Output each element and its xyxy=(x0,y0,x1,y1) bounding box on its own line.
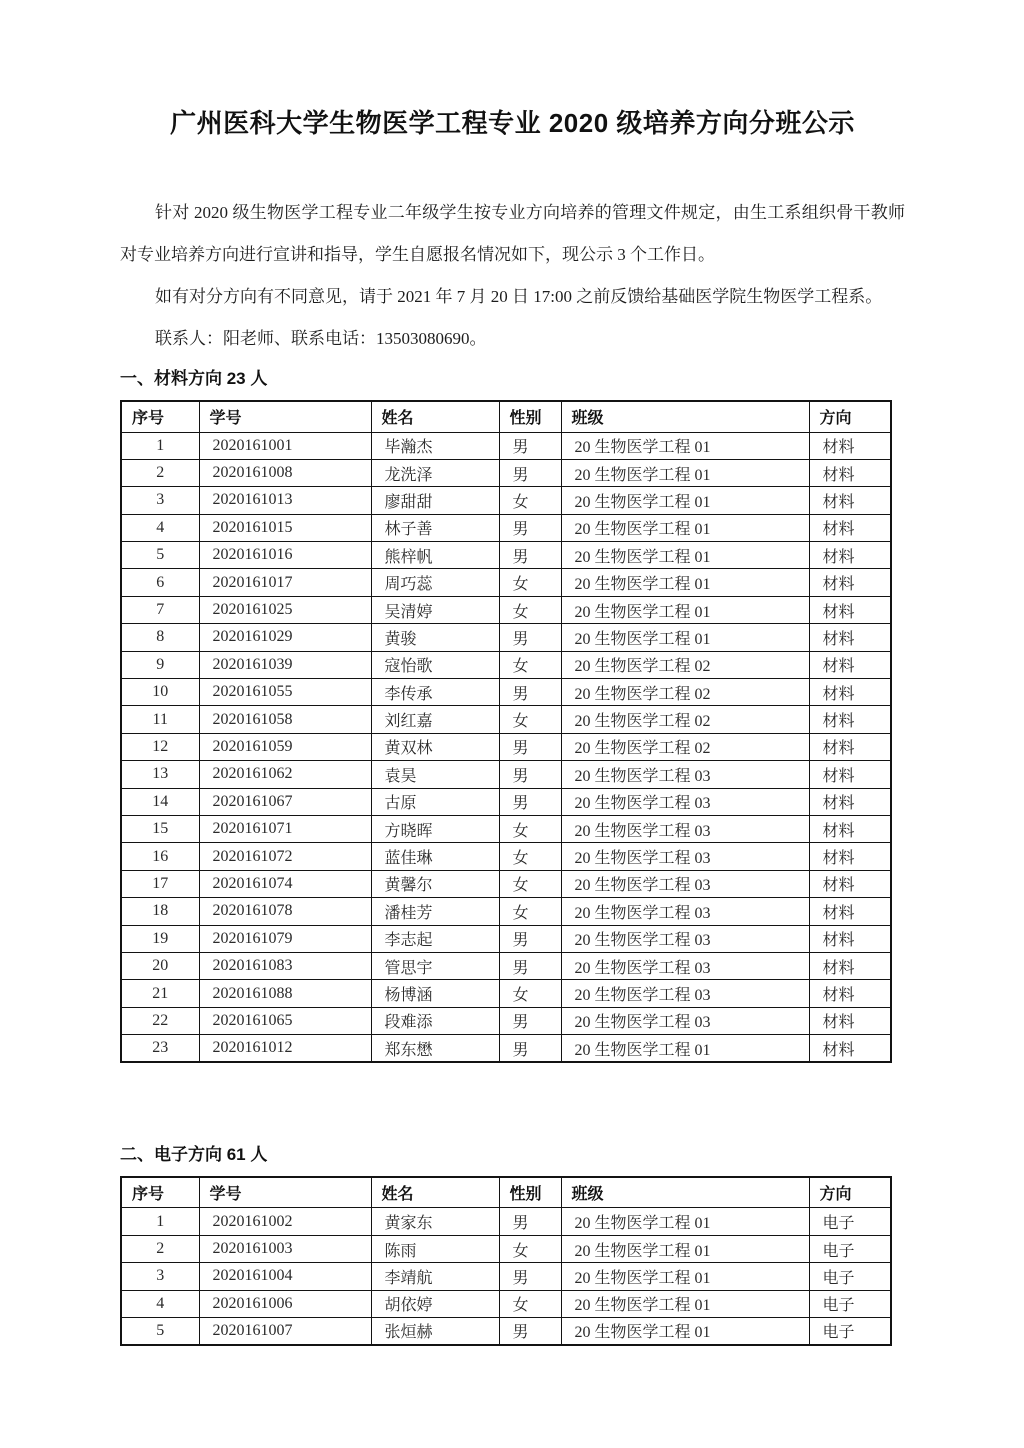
student-id-cell: 2020161088 xyxy=(199,980,371,1007)
student-id-cell: 2020161065 xyxy=(199,1007,371,1034)
document-title: 广州医科大学生物医学工程专业 2020 级培养方向分班公示 xyxy=(170,108,855,138)
student-id-cell: 2020161055 xyxy=(199,679,371,706)
student-id-cell: 2020161003 xyxy=(199,1235,371,1262)
table-row xyxy=(121,1035,891,1062)
direction-cell: 材料 xyxy=(809,487,891,514)
index-cell: 10 xyxy=(121,679,199,706)
index-cell: 3 xyxy=(121,487,199,514)
name-cell: 寇怡歌 xyxy=(371,651,499,678)
student-id-column-header: 学号 xyxy=(199,1177,371,1208)
direction-cell: 电子 xyxy=(809,1208,891,1235)
name-cell: 蓝佳琳 xyxy=(371,843,499,870)
index-cell: 4 xyxy=(121,514,199,541)
gender-cell: 女 xyxy=(499,980,561,1007)
section-heading-materials: 一、材料方向 23 人 xyxy=(120,369,268,388)
table-row xyxy=(121,788,891,815)
name-cell: 管思宇 xyxy=(371,952,499,979)
direction-cell: 材料 xyxy=(809,514,891,541)
name-cell: 吴清婷 xyxy=(371,596,499,623)
header-row xyxy=(121,401,891,432)
class-cell: 20 生物医学工程 03 xyxy=(561,843,809,870)
materials-direction-table xyxy=(120,400,892,1063)
gender-cell: 男 xyxy=(499,459,561,486)
direction-column-header: 方向 xyxy=(809,401,891,432)
class-cell: 20 生物医学工程 03 xyxy=(561,870,809,897)
direction-cell: 材料 xyxy=(809,569,891,596)
index-cell: 9 xyxy=(121,651,199,678)
direction-column-header: 方向 xyxy=(809,1177,891,1208)
index-cell: 13 xyxy=(121,761,199,788)
table-row xyxy=(121,925,891,952)
class-cell: 20 生物医学工程 01 xyxy=(561,487,809,514)
table-row xyxy=(121,624,891,651)
section-heading-electronics: 二、电子方向 61 人 xyxy=(120,1144,268,1164)
gender-cell: 男 xyxy=(499,432,561,459)
gender-cell: 男 xyxy=(499,514,561,541)
paragraph-policy-intro: 针对 2020 级生物医学工程专业二年级学生按专业方向培养的管理文件规定，由生工系组织骨干教师对专业培养方向进行宣讲和指导，学生自愿报名情况如下，现公示 3 个工作日。 xyxy=(120,203,905,264)
name-column-header: 姓名 xyxy=(371,401,499,432)
index-cell: 2 xyxy=(121,459,199,486)
student-id-cell: 2020161008 xyxy=(199,459,371,486)
name-cell: 李靖航 xyxy=(371,1263,499,1290)
student-id-cell: 2020161025 xyxy=(199,596,371,623)
class-cell: 20 生物医学工程 01 xyxy=(561,1035,809,1062)
class-cell: 20 生物医学工程 03 xyxy=(561,815,809,842)
direction-cell: 材料 xyxy=(809,432,891,459)
index-cell: 6 xyxy=(121,569,199,596)
student-id-cell: 2020161072 xyxy=(199,843,371,870)
index-column-header: 序号 xyxy=(121,401,199,432)
index-cell: 16 xyxy=(121,843,199,870)
class-cell: 20 生物医学工程 01 xyxy=(561,1318,809,1345)
gender-cell: 男 xyxy=(499,624,561,651)
index-cell: 2 xyxy=(121,1235,199,1262)
gender-cell: 女 xyxy=(499,815,561,842)
direction-cell: 材料 xyxy=(809,459,891,486)
direction-cell: 材料 xyxy=(809,870,891,897)
name-cell: 杨博涵 xyxy=(371,980,499,1007)
student-id-cell: 2020161006 xyxy=(199,1290,371,1317)
paragraph-contact-info: 联系人：阳老师、联系电话：13503080690。 xyxy=(155,329,487,348)
direction-cell: 材料 xyxy=(809,925,891,952)
table-body xyxy=(121,432,891,1062)
class-cell: 20 生物医学工程 03 xyxy=(561,980,809,1007)
gender-cell: 女 xyxy=(499,898,561,925)
student-id-cell: 2020161016 xyxy=(199,542,371,569)
student-id-cell: 2020161071 xyxy=(199,815,371,842)
class-column-header: 班级 xyxy=(561,1177,809,1208)
table-row xyxy=(121,761,891,788)
class-cell: 20 生物医学工程 03 xyxy=(561,952,809,979)
class-cell: 20 生物医学工程 01 xyxy=(561,1263,809,1290)
student-id-cell: 2020161078 xyxy=(199,898,371,925)
class-cell: 20 生物医学工程 01 xyxy=(561,514,809,541)
class-cell: 20 生物医学工程 01 xyxy=(561,542,809,569)
table-row xyxy=(121,651,891,678)
direction-cell: 材料 xyxy=(809,980,891,1007)
student-id-cell: 2020161007 xyxy=(199,1318,371,1345)
direction-cell: 材料 xyxy=(809,706,891,733)
direction-cell: 电子 xyxy=(809,1290,891,1317)
gender-cell: 男 xyxy=(499,1263,561,1290)
table-row xyxy=(121,952,891,979)
direction-cell: 材料 xyxy=(809,733,891,760)
direction-cell: 材料 xyxy=(809,624,891,651)
student-id-cell: 2020161012 xyxy=(199,1035,371,1062)
index-cell: 11 xyxy=(121,706,199,733)
index-cell: 21 xyxy=(121,980,199,1007)
class-cell: 20 生物医学工程 01 xyxy=(561,596,809,623)
name-cell: 李传承 xyxy=(371,679,499,706)
table-row xyxy=(121,870,891,897)
index-cell: 1 xyxy=(121,432,199,459)
index-cell: 18 xyxy=(121,898,199,925)
table-row xyxy=(121,706,891,733)
class-cell: 20 生物医学工程 01 xyxy=(561,1290,809,1317)
student-id-cell: 2020161074 xyxy=(199,870,371,897)
name-cell: 袁昊 xyxy=(371,761,499,788)
table-row xyxy=(121,980,891,1007)
gender-cell: 女 xyxy=(499,487,561,514)
name-cell: 毕瀚杰 xyxy=(371,432,499,459)
table-row xyxy=(121,459,891,486)
gender-cell: 女 xyxy=(499,569,561,596)
student-id-cell: 2020161058 xyxy=(199,706,371,733)
direction-cell: 材料 xyxy=(809,651,891,678)
table-row xyxy=(121,1263,891,1290)
student-id-cell: 2020161013 xyxy=(199,487,371,514)
direction-cell: 电子 xyxy=(809,1263,891,1290)
index-cell: 19 xyxy=(121,925,199,952)
name-cell: 林子善 xyxy=(371,514,499,541)
index-cell: 7 xyxy=(121,596,199,623)
name-cell: 郑东懋 xyxy=(371,1035,499,1062)
gender-cell: 女 xyxy=(499,706,561,733)
class-column-header: 班级 xyxy=(561,401,809,432)
table-row xyxy=(121,815,891,842)
class-cell: 20 生物医学工程 02 xyxy=(561,651,809,678)
table-row xyxy=(121,843,891,870)
class-cell: 20 生物医学工程 01 xyxy=(561,1235,809,1262)
gender-cell: 男 xyxy=(499,679,561,706)
gender-cell: 男 xyxy=(499,952,561,979)
gender-cell: 男 xyxy=(499,733,561,760)
gender-cell: 男 xyxy=(499,925,561,952)
class-cell: 20 生物医学工程 01 xyxy=(561,569,809,596)
student-id-cell: 2020161039 xyxy=(199,651,371,678)
direction-cell: 材料 xyxy=(809,788,891,815)
gender-cell: 女 xyxy=(499,596,561,623)
gender-cell: 女 xyxy=(499,870,561,897)
name-cell: 黄馨尔 xyxy=(371,870,499,897)
index-cell: 5 xyxy=(121,1318,199,1345)
table-row xyxy=(121,432,891,459)
direction-cell: 材料 xyxy=(809,815,891,842)
table-header-row xyxy=(121,1177,891,1208)
table-row xyxy=(121,679,891,706)
header-row xyxy=(121,1177,891,1208)
table-row xyxy=(121,596,891,623)
direction-cell: 电子 xyxy=(809,1235,891,1262)
table-row xyxy=(121,487,891,514)
index-cell: 17 xyxy=(121,870,199,897)
direction-cell: 材料 xyxy=(809,1035,891,1062)
table-row xyxy=(121,1318,891,1345)
gender-cell: 男 xyxy=(499,1007,561,1034)
class-cell: 20 生物医学工程 01 xyxy=(561,432,809,459)
gender-cell: 女 xyxy=(499,651,561,678)
student-id-cell: 2020161067 xyxy=(199,788,371,815)
name-cell: 古原 xyxy=(371,788,499,815)
class-cell: 20 生物医学工程 02 xyxy=(561,679,809,706)
table-row xyxy=(121,1007,891,1034)
direction-cell: 材料 xyxy=(809,596,891,623)
class-cell: 20 生物医学工程 01 xyxy=(561,1208,809,1235)
gender-column-header: 性别 xyxy=(499,1177,561,1208)
index-cell: 3 xyxy=(121,1263,199,1290)
student-id-cell: 2020161002 xyxy=(199,1208,371,1235)
gender-cell: 女 xyxy=(499,1290,561,1317)
index-cell: 22 xyxy=(121,1007,199,1034)
gender-cell: 男 xyxy=(499,1318,561,1345)
index-column-header: 序号 xyxy=(121,1177,199,1208)
table-row xyxy=(121,569,891,596)
name-cell: 李志起 xyxy=(371,925,499,952)
class-cell: 20 生物医学工程 03 xyxy=(561,898,809,925)
class-cell: 20 生物医学工程 03 xyxy=(561,761,809,788)
table-row xyxy=(121,1208,891,1235)
name-cell: 陈雨 xyxy=(371,1235,499,1262)
name-cell: 熊梓帆 xyxy=(371,542,499,569)
direction-cell: 材料 xyxy=(809,843,891,870)
table-body xyxy=(121,1208,891,1345)
table-row xyxy=(121,733,891,760)
class-cell: 20 生物医学工程 02 xyxy=(561,706,809,733)
index-cell: 20 xyxy=(121,952,199,979)
index-cell: 15 xyxy=(121,815,199,842)
class-cell: 20 生物医学工程 02 xyxy=(561,733,809,760)
index-cell: 12 xyxy=(121,733,199,760)
class-cell: 20 生物医学工程 01 xyxy=(561,624,809,651)
index-cell: 4 xyxy=(121,1290,199,1317)
name-cell: 胡依婷 xyxy=(371,1290,499,1317)
class-cell: 20 生物医学工程 03 xyxy=(561,925,809,952)
student-id-cell: 2020161001 xyxy=(199,432,371,459)
student-id-cell: 2020161079 xyxy=(199,925,371,952)
name-cell: 龙洗泽 xyxy=(371,459,499,486)
name-cell: 黄家东 xyxy=(371,1208,499,1235)
gender-cell: 女 xyxy=(499,1235,561,1262)
name-cell: 刘红嘉 xyxy=(371,706,499,733)
gender-cell: 男 xyxy=(499,788,561,815)
direction-cell: 电子 xyxy=(809,1318,891,1345)
direction-cell: 材料 xyxy=(809,898,891,925)
index-cell: 14 xyxy=(121,788,199,815)
student-id-column-header: 学号 xyxy=(199,401,371,432)
direction-cell: 材料 xyxy=(809,952,891,979)
index-cell: 8 xyxy=(121,624,199,651)
gender-cell: 男 xyxy=(499,1035,561,1062)
name-cell: 廖甜甜 xyxy=(371,487,499,514)
table-row xyxy=(121,514,891,541)
student-id-cell: 2020161083 xyxy=(199,952,371,979)
table-row xyxy=(121,1235,891,1262)
gender-column-header: 性别 xyxy=(499,401,561,432)
student-id-cell: 2020161062 xyxy=(199,761,371,788)
student-id-cell: 2020161015 xyxy=(199,514,371,541)
table-row xyxy=(121,898,891,925)
document-body xyxy=(120,192,905,360)
gender-cell: 男 xyxy=(499,542,561,569)
student-id-cell: 2020161059 xyxy=(199,733,371,760)
direction-cell: 材料 xyxy=(809,761,891,788)
direction-cell: 材料 xyxy=(809,1007,891,1034)
student-id-cell: 2020161017 xyxy=(199,569,371,596)
class-cell: 20 生物医学工程 03 xyxy=(561,1007,809,1034)
gender-cell: 女 xyxy=(499,843,561,870)
table-row xyxy=(121,1290,891,1317)
name-cell: 潘桂芳 xyxy=(371,898,499,925)
name-cell: 黄骏 xyxy=(371,624,499,651)
index-cell: 23 xyxy=(121,1035,199,1062)
name-cell: 段难添 xyxy=(371,1007,499,1034)
class-cell: 20 生物医学工程 03 xyxy=(561,788,809,815)
electronics-direction-table xyxy=(120,1176,892,1346)
direction-cell: 材料 xyxy=(809,542,891,569)
index-cell: 1 xyxy=(121,1208,199,1235)
name-cell: 方晓晖 xyxy=(371,815,499,842)
name-cell: 周巧蕊 xyxy=(371,569,499,596)
gender-cell: 男 xyxy=(499,1208,561,1235)
direction-cell: 材料 xyxy=(809,679,891,706)
name-column-header: 姓名 xyxy=(371,1177,499,1208)
name-cell: 黄双林 xyxy=(371,733,499,760)
table-row xyxy=(121,542,891,569)
gender-cell: 男 xyxy=(499,761,561,788)
paragraph-feedback-deadline: 如有对分方向有不同意见，请于 2021 年 7 月 20 日 17:00 之前反馈给基础医学院生物医学工程系。 xyxy=(155,287,883,306)
table-header-row xyxy=(121,401,891,432)
student-id-cell: 2020161029 xyxy=(199,624,371,651)
student-id-cell: 2020161004 xyxy=(199,1263,371,1290)
class-cell: 20 生物医学工程 01 xyxy=(561,459,809,486)
index-cell: 5 xyxy=(121,542,199,569)
name-cell: 张烜赫 xyxy=(371,1318,499,1345)
